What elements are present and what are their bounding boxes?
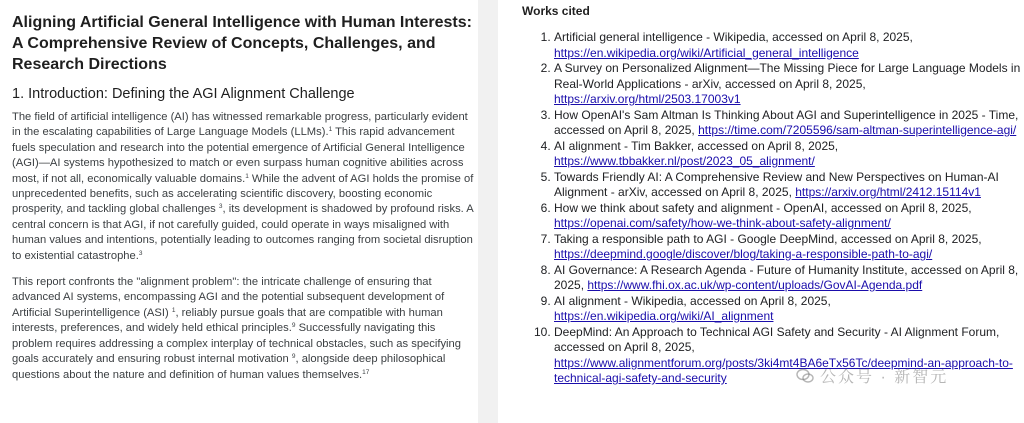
reference-text: AI alignment - Wikipedia, accessed on April 8, 2025, <box>554 293 831 308</box>
reference-link[interactable]: https://www.tbbakker.nl/post/2023_05_alignment/ <box>554 154 815 168</box>
reference-list <box>522 30 1024 387</box>
para2-text-2: , reliably pursue goals that are compatible with human interests, preferences, and widely held ethical principles. <box>12 306 443 335</box>
reference-item <box>554 30 1024 61</box>
footnote-ref[interactable]: 9 <box>291 353 296 361</box>
reference-link[interactable]: https://www.alignmentforum.org/posts/3ki4mt4BA6eTx56Tc/deepmind-an-approach-to-technical-agi-safety-and-security <box>554 355 1013 385</box>
para2-text-4: , alongside deep philosophical questions about the nature and definition of human values themselves. <box>12 353 446 381</box>
article-page <box>0 0 478 423</box>
reference-link[interactable]: https://deepmind.google/discover/blog/taking-a-responsible-path-to-agi/ <box>554 247 933 261</box>
reference-text: How OpenAI's Sam Altman Is Thinking About AGI and Superintelligence in 2025 - Time, accessed on April 8, 2025, <box>554 107 1019 137</box>
reference-item <box>554 232 1024 263</box>
works-cited-page <box>498 0 1024 423</box>
footnote-ref[interactable]: 1 <box>328 126 333 134</box>
footnote-ref[interactable]: 1 <box>171 306 176 314</box>
reference-link[interactable]: https://en.wikipedia.org/wiki/Artificial_general_intelligence <box>554 45 859 60</box>
para1-text-4: , its development is shadowed by profound risks. A central concern is that AGI, if not carefully guided, could operate in ways misaligned with human values and intentions, potentially leading to outcomes ranging from societal disruption to existential catastrophe. <box>12 203 474 262</box>
reference-text: DeepMind: An Approach to Technical AGI Safety and Security - AI Alignment Forum, accessed on April 8, 2025, <box>554 324 1000 354</box>
reference-item <box>554 170 1024 201</box>
footnote-ref[interactable]: 17 <box>362 368 370 376</box>
reference-text: AI alignment - Tim Bakker, accessed on April 8, 2025, <box>554 138 839 153</box>
para2-text-3: Successfully navigating this problem requires addressing a complex interplay of technical obstacles, such as specifying goals accurately and ensuring robust internal motivation <box>12 322 461 366</box>
footnote-ref[interactable]: 9 <box>291 322 296 330</box>
footnote-ref[interactable]: 3 <box>218 203 223 211</box>
reference-link[interactable]: https://en.wikipedia.org/wiki/AI_alignment <box>554 309 774 323</box>
intro-paragraph-1 <box>12 110 478 264</box>
reference-item <box>554 108 1024 139</box>
wechat-logo-icon <box>796 368 814 384</box>
reference-item <box>554 325 1024 387</box>
reference-text: Artificial general intelligence - Wikipedia, accessed on April 8, 2025, <box>554 30 913 44</box>
reference-item <box>554 61 1024 108</box>
reference-item <box>554 139 1024 170</box>
para1-text-1: The field of artificial intelligence (AI) has witnessed remarkable progress, particularly evident in the escalating capabilities of Large Language Models (LLMs). <box>12 111 468 139</box>
para1-text-3: While the advent of AGI holds the promise of unprecedented benefits, such as accelerating scientific discovery, boosting economic prosperity, and tackling global challenges <box>12 172 474 216</box>
watermark-text: 公众号 · 新智元 <box>820 369 949 386</box>
reference-link[interactable]: https://time.com/7205596/sam-altman-superintelligence-agi/ <box>698 123 1017 137</box>
works-cited-heading: Works cited <box>522 4 590 18</box>
reference-link[interactable]: https://arxiv.org/html/2503.17003v1 <box>554 92 741 106</box>
reference-link[interactable]: https://www.fhi.ox.ac.uk/wp-content/uploads/GovAI-Agenda.pdf <box>587 278 923 292</box>
para1-text-2: This rapid advancement fuels speculation and research into the potential emergence of Artificial General Intelligence (AGI)—AI systems hypothesized to match or even surpass human cognitive abilities across most, if not all, economically valuable domains. <box>12 126 465 185</box>
reference-item <box>554 294 1024 325</box>
page-divider <box>478 0 498 423</box>
document-title: Aligning Artificial General Intelligence with Human Interests: A Comprehensive Review of Concepts, Challenges, and Research Directions <box>12 14 472 73</box>
reference-text: A Survey on Personalized Alignment—The Missing Piece for Large Language Models in Real-World Applications - arXiv, accessed on April 8, 2025, <box>554 61 1021 91</box>
reference-link[interactable]: https://openai.com/safety/how-we-think-about-safety-alignment/ <box>554 216 891 230</box>
reference-item <box>554 201 1024 232</box>
reference-text: How we think about safety and alignment - OpenAI, accessed on April 8, 2025, <box>554 200 972 215</box>
intro-paragraph-2 <box>12 275 478 383</box>
section-heading: 1. Introduction: Defining the AGI Alignment Challenge <box>12 86 355 102</box>
para2-text-1: This report confronts the "alignment problem": the intricate challenge of ensuring that advanced AI systems, encompassing AGI and the potential subsequent development of Artificial Superintelligence (ASI) <box>12 276 445 319</box>
footnote-ref[interactable]: 1 <box>245 172 249 180</box>
reference-link[interactable]: https://arxiv.org/html/2412.15114v1 <box>795 185 981 199</box>
reference-item <box>554 263 1024 294</box>
reference-text: Towards Friendly AI: A Comprehensive Review and New Perspectives on Human-AI Alignment - arXiv, accessed on April 8, 2025, <box>554 169 999 199</box>
reference-text: AI Governance: A Research Agenda - Future of Humanity Institute, accessed on April 8, 2025, <box>554 262 1019 292</box>
watermark <box>796 364 948 387</box>
reference-text: Taking a responsible path to AGI - Google DeepMind, accessed on April 8, 2025, <box>554 231 982 246</box>
footnote-ref[interactable]: 3 <box>138 249 143 257</box>
